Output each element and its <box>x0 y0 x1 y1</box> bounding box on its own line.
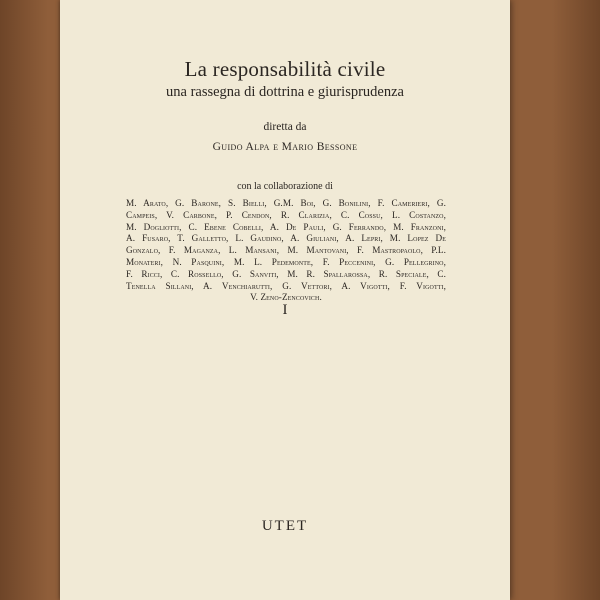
contributors-line: V. Zeno-Zencovich. <box>250 292 322 303</box>
contributors-line: M. Arato, G. Barone, S. Bielli, G.M. Boi, G. Bonilini, F. Camerieri, G. <box>126 198 446 208</box>
publisher-name: UTET <box>261 518 309 534</box>
editors-names: Guido Alpa e Mario Bessone <box>212 141 358 153</box>
contributors-line: Monateri, N. Pasquini, M. L. Pedemonte, F. Peccenini, G. Pellegrino, <box>126 256 446 267</box>
contributors-line: Campeis, V. Carbone, P. Cendon, R. Clarizia, C. Cossu, L. Costanzo, <box>126 209 446 220</box>
book-title-page <box>60 0 510 600</box>
contributors-line: M. Dogliotti, C. Ebene Cobelli, A. De Pauli, G. Ferrando, M. Franzoni, <box>126 221 446 232</box>
contributors-line: A. Fusaro, T. Galletto, L. Gaudino, A. Giuliani, A. Lepri, M. Lopez De <box>126 233 446 244</box>
contributors-line: Gonzalo, F. Maganza, L. Mansani, M. Mantovani, F. Mastropaolo, P.L. <box>126 245 446 256</box>
book-subtitle: una rassegna di dottrina e giurisprudenza <box>166 84 404 100</box>
collaboration-label: con la collaborazione di <box>237 181 333 192</box>
contributors-line: Tenella Sillani, A. Venchiarutti, G. Vettori, A. Vigotti, F. Vigotti, <box>126 280 446 291</box>
book-title: La responsabilità civile <box>184 57 386 81</box>
directed-by-label: diretta da <box>263 121 307 133</box>
contributors-list <box>126 198 446 304</box>
volume-number: I <box>282 302 288 318</box>
contributors-line: F. Ricci, C. Rossello, G. Sanviti, M. R. Spallarossa, R. Speciale, C. <box>126 268 446 279</box>
